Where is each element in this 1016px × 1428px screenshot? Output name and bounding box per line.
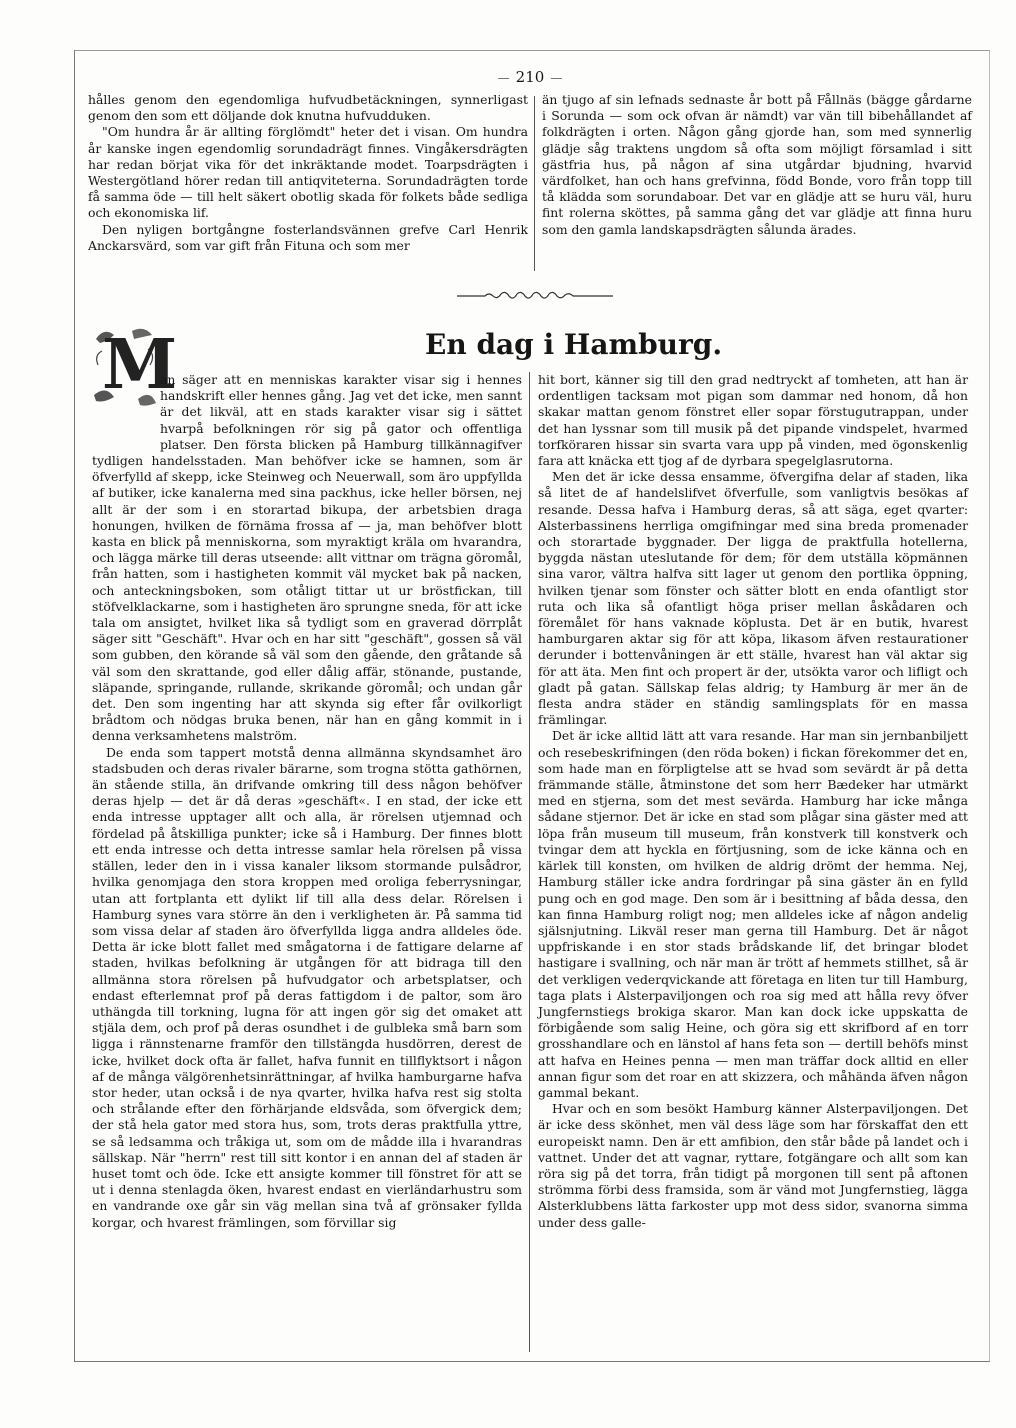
paragraph: De enda som tappert motstå denna allmänna skyndsamhet äro stadsbuden och deras rivaler bärarne, som trogna stötta gathörnen, än stående stilla, än drifvande omkring till dess någon behöfver deras hjelp — det är då deras »geschäft«. I en stad, der icke ett enda intresse upptager allt och alla, är rörelsen utjemnad och fördelad på åtskilliga punkter; icke så i Hamburg. Der finnes blott ett enda intresse och detta intresse samlar hela rörelsen på vissa ställen, leder den in i vissa kanaler liksom stormande pulsådror, hvilka genomjaga den stora kroppen med oroliga feberrysningar, utan att fortplanta ett dylikt lif till alla dess delar. Rörelsen i Hamburg synes vara större än den i verkligheten är. På samma tid som vissa delar af staden äro öfverfyllda ligga andra alldeles öde. Detta är icke blott fallet med smågatorna i de fattigare delarne af staden, hvilkas befolkning är utgången för att bidraga till den allmänna stora rörelsen på hufvudgator och arbetsplatser, och endast efterlemnat prof på deras fattigdom i de paltor, som äro uthängda till torkning, lugna för att ingen gör sig det omaket att stjäla dem, och prof på deras osundhet i de gulbleka små barn som ligga i rännstenarne framför den tillstängda husdörren, derest de icke, hvilket dock ofta är fallet, hafva funnit en tillflyktsort i någon af de många välgörenhetsinrättningar, af hvilka hamburgarne hafva stor heder, utan också i de nya qvarter, hvilka hafva rest sig stolta och strålande efter den förhärjande eldsvåda, som öfvergick dem; der stå hela gator med stora hus, som, trots deras praktfulla yttre, se så ledsamma och tråkiga ut, som om de mådde illa i hvarandras sällskap. När "herrn" rest till sitt kontor i en annan del af staden är huset tomt och öde. Icke ett ansigte kommer till fönstret för att se ut i denna stenlagda öken, hvarest endast en vierländarhustru som en vandrande oxe går sin väg mellan sina två af grönsaker fyllda korgar, och hvarest främlingen, som förvillar sig [92,744,522,1230]
paragraph: Men det är icke dessa ensamme, öfvergifna delar af staden, lika så litet de af handelslifvet öfverfulle, som vanligtvis besökas af resande. Dessa hafva i Hamburg deras, så att säga, eget qvarter: Alsterbassinens herrliga omgifningar med sina breda promenader och storartade byggnader. Der ligga de praktfulla hotellerna, byggda nästan uteslutande för dem; för dem utställa köpmännen sina varor, vältra halfva sitt lager ut genom den portlika öppning, hvilken tjenar som fönster och sätter blott en enda ofantligt stor ruta och lika så ofantligt höga priser mellan åskådaren och föremålet för hans vaknade köplusta. Det är en butik, hvarest hamburgaren aktar sig för att köpa, likasom äfven restaurationer derunder i bottenvåningen är ett ställe, hvarest han väl aktar sig för att äta. Men fint och propert är der, utsökta varor och lifligt och gladt på gatan. Sällskap felas aldrig; ty Hamburg är mer än de flesta andra städer en ständig samlingsplats för en massa främlingar. [538,469,968,728]
article-right-column [538,372,968,1231]
article-left-column [92,372,522,1231]
top-right-column [542,92,972,238]
drop-cap-letter: M [102,325,178,405]
ornamental-divider [455,288,615,302]
paragraph: hit bort, känner sig till den grad nedtryckt af tomheten, att han är ordentligen tacksam mot pigan som dammar ned honom, då hon skakar mattan genom fönstret eller sopar förstugutrappan, under det han lyssnar som till musik på det pipande vindspelet, hvarmed torfköraren hissar sin svarta vara upp på vinden, med ögonskenlig fara att knäcka ett tjog af de dyrbara spegelglasrutorna. [538,372,968,469]
paragraph: Det är icke alltid lätt att vara resande. Har man sin jernbanbiljett och resebeskrifningen (den röda boken) i fickan förekommer det en, som hade man en förpligtelse att se hvad som sevärdt är på detta främmande ställe, åtminstone det som herr Bædeker har utmärkt med en stjerna, som det mest sevärda. Hamburg har icke många sådane stjernor. Det är icke en stad som plågar sina gäster med att löpa från museum till museum, från konstverk till konstverk och tvingar dem att hyckla en förtjusning, som de icke känna och en kärlek till konsten, om hvilken de aldrig drömt der hemma. Nej, Hamburg ställer icke andra fordringar på sina gäster än en fylld pung och en god mage. Den som är i besittning af båda dessa, den kan finna Hamburg roligt nog; men alldeles icke af någon andelig själsnjutning. Likväl reser man gerna till Hamburg. Det är något uppfriskande i en stor stads brådskande lif, det bringar blodet hastigare i svallning, och när man är trött af hemmets stillhet, så är det verkligen vederqvickande att företaga en liten tur till Hamburg, taga plats i Alsterpaviljongen och roa sig med att hålla revy öfver Jungfernstiegs brokiga skaror. Man kan dock icke uppskatta de förbigående som salig Heine, och göra sig ett skrifbord af en torr grosshandlare och en länstol af hans feta son — dertill behöfs minst att hafva en Heines penna — men man träffar dock alltid en eller annan figur som det roar en att skizzera, och måhända äfven någon gammal bekant. [538,728,968,1100]
paragraph [92,372,522,745]
column-rule-top [534,96,535,271]
page-number: — 210 — [480,68,580,86]
article-title: En dag i Hamburg. [425,328,723,361]
paragraph: än tjugo af sin lefnads sednaste år bott på Fållnäs (bägge gårdarne i Sorunda — som ock ofvan är nämdt) var vän till bibehållandet af folkdrägten i orten. Någon gång gjorde han, som med synnerlig glädje såg traktens ungdom så ofta som möjligt församlad i sitt gästfria hus, på någon af sina utgårdar bjudning, hvarvid värdfolket, han och hans grefvinna, född Bonde, voro från topp till tå klädda som sorundaboar. Det var en glädje att se huru väl, huru fint rolerna sköttes, på samma gång det var glädje att finna huru som den gamla landskapsdrägten sålunda ärades. [542,92,972,237]
column-rule-article [529,372,530,1352]
paragraph: hålles genom den egendomliga hufvudbetäckningen, synnerligast genom den som ett döljande dok knutna hufvudduken. [88,92,528,124]
top-left-column [88,92,528,254]
paragraph-text: an säger att en menniskas karakter visar sig i hennes handskrift eller hennes gång. Jag vet det icke, men sannt är det likväl, att en stads karakter visar sig i sättet hvarpå befolkningen rör sig på gator och offentliga platser. Den första blicken på Hamburg tillkännagifver tydligen handelsstaden. Man behöfver icke se hamnen, som är öfverfylld af skepp, icke Steinweg och Neuerwall, som äro uppfyllda af butiker, icke kanalerna med sina packhus, icke heller börsen, nej allt är der som i en storartad bikupa, der arbetsbien draga honungen, hvilken de förnäma frossa af — ja, man behöfver blott kasta en blick på menniskorna, som myraktigt kräla om hvarandra, och lägga märke till deras utseende: allt vittnar om trägna göromål, från hatten, som i hastigheten kommit väl mycket bak på nacken, och anteckningsboken, som otåligt tittar ut ur bröstfickan, till stöfvelklackarne, som i hastigheten äro sprungne sneda, för att icke tala om ansigtet, hvilket lika så tydligt som en graverad dörrplåt säger sitt "Geschäft". Hvar och en har sitt "geschäft", gossen så väl som gubben, den körande så väl som den gående, den gråtande så väl som den skrattande, god eller dålig affär, stönande, pustande, släpande, springande, rullande, skrikande göromål; och undan går det. Den som ingenting har att skynda sig efter får ovilkorligt brådtom och nödgas bruka benen, när han en gång kommit in i denna verksamhetens malström. [92,372,522,744]
paragraph: "Om hundra år är allting förglömdt" heter det i visan. Om hundra år kanske ingen egendomlig sorundadrägt finnes. Vingåkersdrägten har redan börjat vika för det inkräktande modet. Toarpsdrägten i Westergötland hörer redan till antiqviteterna. Sorundadrägten torde få samma öde — till helt säkert obotlig skada för folkets både sedliga och ekonomiska lif. [88,124,528,221]
paragraph: Den nyligen bortgångne fosterlandsvännen grefve Carl Henrik Anckarsvärd, som var gift från Fituna och som mer [88,221,528,253]
paragraph: Hvar och en som besökt Hamburg känner Alsterpaviljongen. Det är icke dess skönhet, men väl dess läge som har förskaffat den ett europeiskt namn. Den är ett amfibion, den står både på landet och i vattnet. Under det att vagnar, ryttare, fotgängare och allt som kan röra sig på det torra, från tidigt på morgonen till sent på aftonen strömma förbi dess framsida, som är vänd mot Jungfernstieg, lägga Alsterklubbens lätta farkoster upp mot dess sidor, svanorna simma under dess galle- [538,1101,968,1230]
